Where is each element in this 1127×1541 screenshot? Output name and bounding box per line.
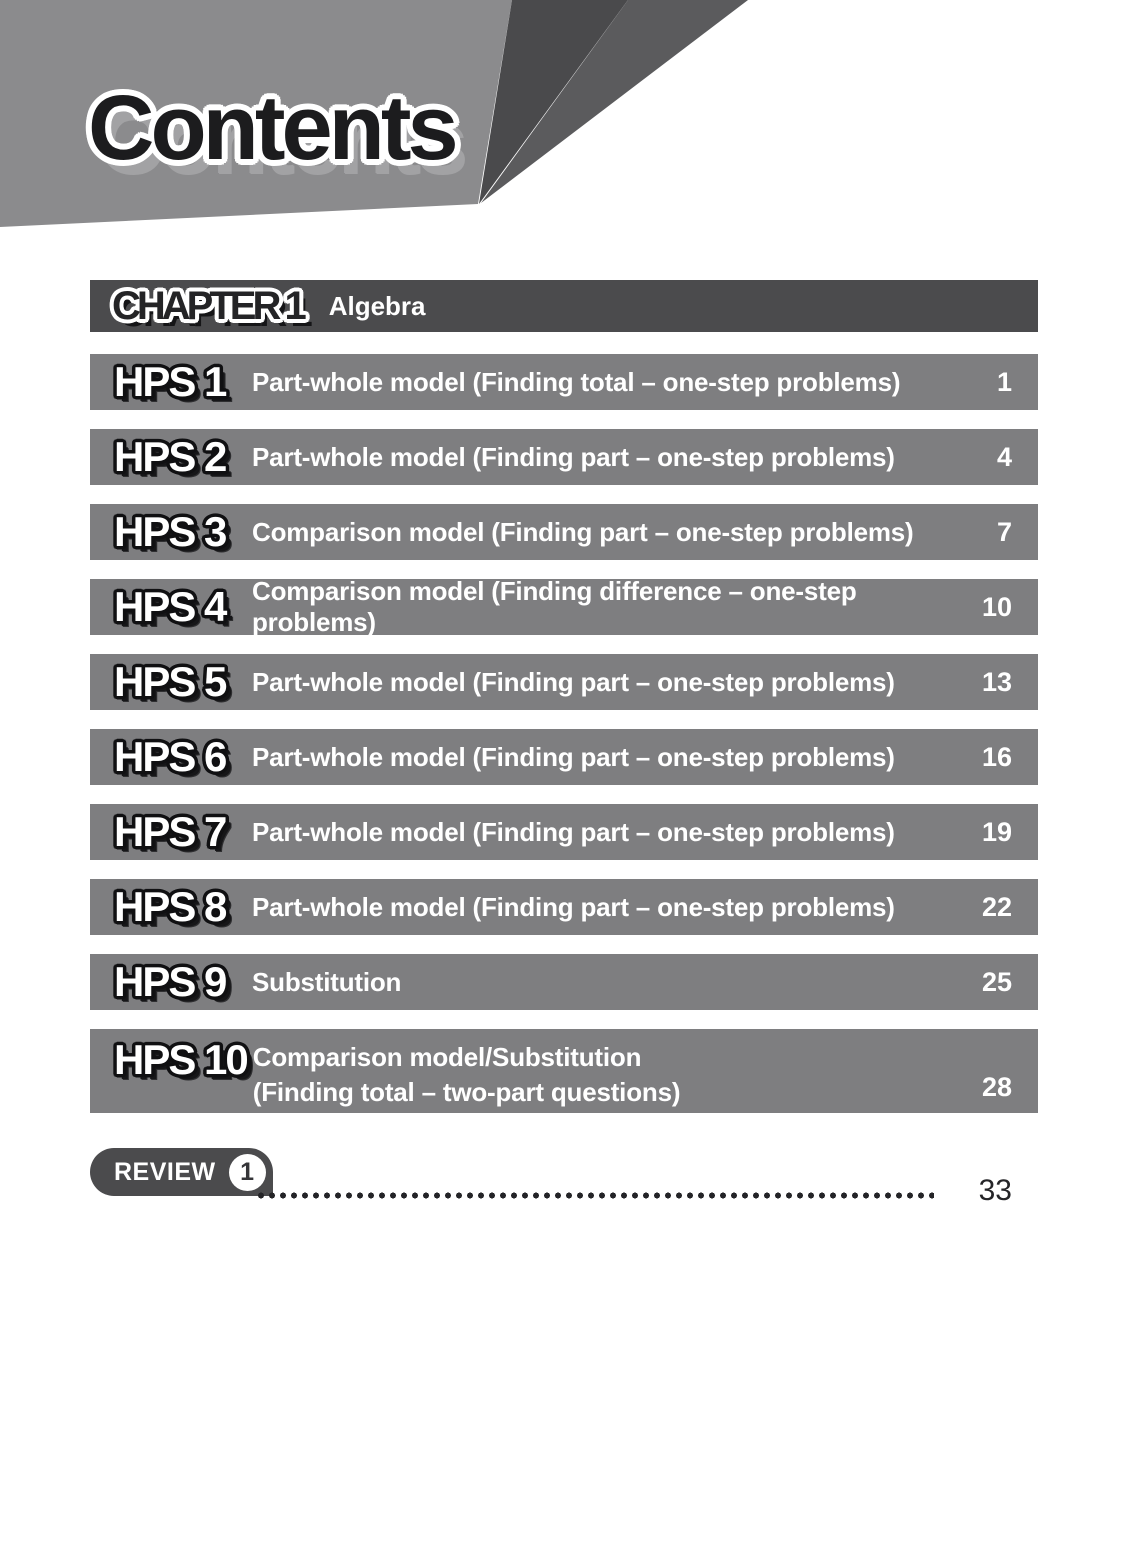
hps-badge: HPS 10 bbox=[114, 1036, 247, 1083]
toc-row bbox=[90, 729, 1038, 785]
toc-row bbox=[90, 654, 1038, 710]
toc-row bbox=[90, 576, 1038, 637]
row-title-line2: (Finding total – two-part questions) bbox=[252, 1077, 681, 1107]
chapter-header bbox=[90, 280, 1038, 332]
row-title bbox=[253, 1029, 968, 1110]
row-title-line1: Comparison model/Substitution bbox=[252, 1042, 642, 1072]
page-number: 1 bbox=[996, 366, 1012, 397]
row-title: Part-whole model (Finding total – one-step problems) bbox=[252, 366, 901, 397]
toc-list bbox=[90, 280, 1038, 1207]
hps-badge: HPS 9 bbox=[114, 958, 226, 1005]
chapter-title: Algebra bbox=[328, 290, 426, 321]
row-title: Part-whole model (Finding part – one-step problems) bbox=[252, 816, 895, 847]
review-entry bbox=[90, 1148, 1038, 1207]
hps-badge: HPS 2 bbox=[114, 433, 226, 480]
toc-row bbox=[90, 804, 1038, 860]
row-title: Part-whole model (Finding part – one-step problems) bbox=[252, 741, 895, 772]
hps-badge: HPS 3 bbox=[114, 508, 226, 555]
page-number: 13 bbox=[981, 666, 1012, 697]
review-badge bbox=[90, 1148, 273, 1196]
row-title: Comparison model (Finding difference – one-step problems) bbox=[252, 576, 857, 637]
hps-badge: HPS 7 bbox=[114, 808, 226, 855]
hps-badge: HPS 1 bbox=[114, 358, 226, 405]
chapter-badge: CHAPTER 1 bbox=[112, 284, 303, 328]
hps-badge: HPS 8 bbox=[114, 883, 226, 930]
page-number: 19 bbox=[981, 816, 1012, 847]
hps-badge: HPS 4 bbox=[114, 583, 226, 630]
row-title: Part-whole model (Finding part – one-step problems) bbox=[252, 441, 895, 472]
toc-row bbox=[90, 954, 1038, 1010]
page-number: 7 bbox=[996, 516, 1012, 547]
row-title: Comparison model (Finding part – one-step problems) bbox=[252, 516, 914, 547]
page-title: Contents bbox=[88, 77, 455, 179]
toc-row bbox=[90, 504, 1038, 560]
review-number-badge: 1 bbox=[229, 1154, 266, 1191]
toc-row bbox=[90, 1029, 1038, 1113]
toc-row bbox=[90, 429, 1038, 485]
toc-row bbox=[90, 354, 1038, 410]
toc-row bbox=[90, 879, 1038, 935]
page-number: 22 bbox=[981, 891, 1012, 922]
page-number: 33 bbox=[978, 1174, 1012, 1207]
review-label: REVIEW bbox=[114, 1157, 216, 1186]
page-number: 4 bbox=[996, 441, 1012, 472]
page-number: 25 bbox=[981, 966, 1012, 997]
dotted-leader bbox=[258, 1192, 934, 1199]
hps-badge: HPS 5 bbox=[114, 658, 226, 705]
row-title: Substitution bbox=[252, 966, 402, 997]
page-number: 28 bbox=[981, 1072, 1012, 1102]
row-title: Part-whole model (Finding part – one-step problems) bbox=[252, 666, 895, 697]
page-number: 16 bbox=[981, 741, 1012, 772]
hps-badge: HPS 6 bbox=[114, 733, 226, 780]
row-title: Part-whole model (Finding part – one-step problems) bbox=[252, 891, 895, 922]
page-number: 10 bbox=[981, 591, 1012, 622]
